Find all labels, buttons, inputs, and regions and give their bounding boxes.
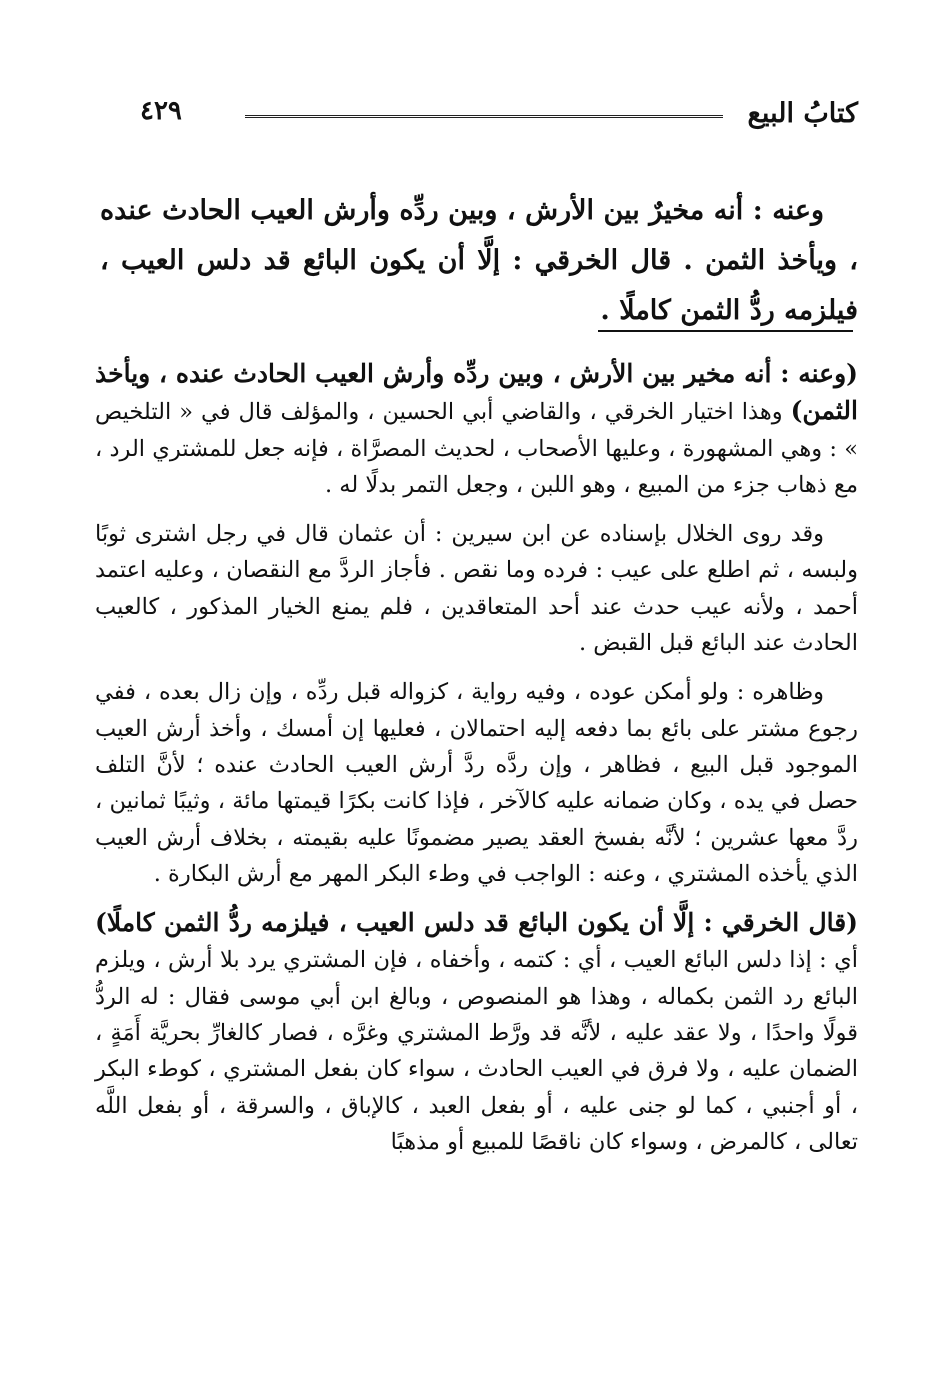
- commentary-text: وهذا اختيار الخرقي ، والقاضي أبي الحسين ، والمؤلف قال في « التلخيص » : وهي المشهورة ، وعليها الأصحاب ، لحديث المصرَّاة ، فإنه جعل للمشتري الرد ، مع ذهاب جزء من المبيع ، وهو اللبن ، وجعل التمر بدلًا له .: [95, 399, 858, 498]
- chapter-title: كتابُ البيع: [747, 98, 858, 129]
- header-rule: [245, 115, 723, 121]
- quoted-matn: (وعنه : أنه مخير بين الأرش ، وبين ردِّه وأرش العيب الحادث عنده ، ويأخذ الثمن): [95, 359, 858, 426]
- commentary: [95, 356, 858, 1173]
- quoted-matn: (قال الخرقي : إلَّا أن يكون البائع قد دلس العيب ، فيلزمه ردُّ الثمن كاملًا): [95, 908, 858, 938]
- page-header: [140, 96, 858, 136]
- commentary-paragraph-1: [95, 356, 858, 503]
- commentary-paragraph-3: وظاهره : ولو أمكن عوده ، وفيه رواية ، كزواله قبل ردِّه ، وإن زال بعده ، ففي رجوع مشتر على بائع بما دفعه إليه احتمالان ، فعليها إن أمسك ، وأخذ أرش العيب الموجود قبل البيع ، فظاهر ، وإن ردَّه ردَّ أرش العيب الحادث عنده ؛ لأنَّ التلف حصل في يده ، وكان ضمانه عليه كالآخر ، فإذا كانت بكرًا قيمتها مائة ، وثيبًا ثمانين ، ردَّ معها عشرين ؛ لأنَّه بفسخ العقد يصير مضمونًا عليه بقيمته ، بخلاف أرش العيب الذي يأخذه المشتري ، وعنه : الواجب في وطء البكر المهر مع أرش البكارة .: [95, 679, 858, 887]
- page-number: ٤٢٩: [140, 96, 182, 126]
- matn-text: وعنه : أنه مخيرٌ بين الأرش ، وبين ردِّه وأرش العيب الحادث عنده ، ويأخذ الثمن . قال الخرقي : إلَّا أن يكون البائع قد دلس العيب ، فيلزمه ردُّ الثمن كاملًا .: [100, 195, 858, 326]
- commentary-text: أي : إذا دلس البائع العيب ، أي : كتمه ، وأخفاه ، فإن المشتري يرد بلا أرش ، ويلزم البائع رد الثمن بكماله ، وهذا هو المنصوص ، وبالغ ابن أبي موسى فقال : له الردُّ قولًا واحدًا ، ولا عقد عليه ، لأنَّه قد ورَّط المشتري وغرَّه ، فصار كالغارِّ بحريَّة أَمَةٍ ، الضمان عليه ، ولا فرق في العيب الحادث ، سواء كان بفعل المشتري ، كوطء البكر ، أو أجنبي ، كما لو جنى عليه ، أو بفعل العبد ، كالإباق ، والسرقة ، أو بفعل اللَّه تعالى ، كالمرض ، وسواء كان ناقصًا للمبيع أو مذهبًا: [95, 947, 858, 1155]
- commentary-paragraph-4: [95, 905, 858, 1160]
- matn-divider: [598, 330, 853, 332]
- commentary-paragraph-2: وقد روى الخلال بإسناده عن ابن سيرين : أن عثمان قال في رجل اشترى ثوبًا ولبسه ، ثم اطلع على عيب : فرده وما نقص . فأجاز الردَّ مع النقصان ، وعليه اعتمد أحمد ، ولأنه عيب حدث عند أحد المتعاقدين ، فلم يمنع الخيار المذكور ، كالعيب الحادث عند البائع قبل القبض .: [95, 521, 858, 657]
